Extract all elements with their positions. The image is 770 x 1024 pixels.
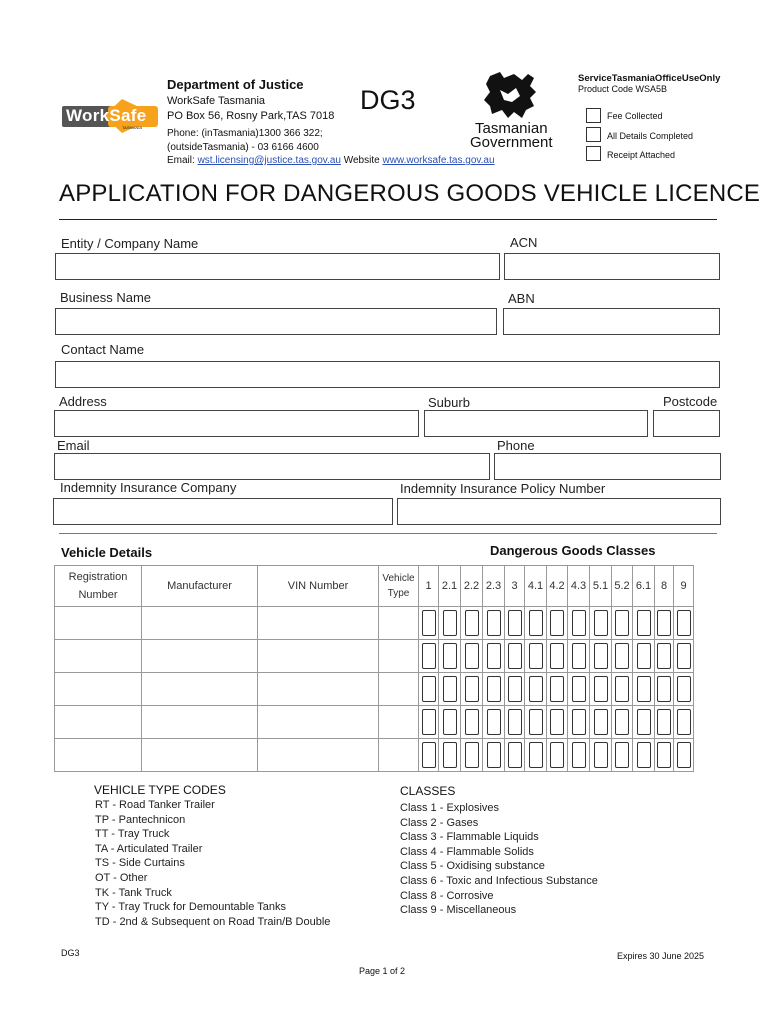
tasmanian-tiger-icon — [470, 70, 566, 120]
class-cell — [612, 640, 633, 673]
policy-label: Indemnity Insurance Policy Number — [400, 481, 606, 496]
class-checkbox[interactable] — [637, 709, 651, 735]
manufacturer-cell[interactable] — [142, 706, 258, 739]
website-link[interactable]: www.worksafe.tas.gov.au — [382, 155, 495, 166]
class-cell — [655, 607, 674, 640]
class-checkbox[interactable] — [443, 643, 457, 669]
postcode-input[interactable] — [653, 410, 720, 437]
class-checkbox[interactable] — [422, 709, 436, 735]
col-vehicle-type-line-1: Vehicle — [382, 573, 415, 584]
entity-input[interactable] — [55, 253, 500, 280]
class-checkbox[interactable] — [677, 676, 691, 702]
class-checkbox[interactable] — [615, 676, 629, 702]
worksafe-logo — [60, 97, 164, 135]
type-code-item: TS - Side Curtains — [95, 857, 185, 870]
col-vehicle-type — [379, 566, 419, 607]
class-cell — [568, 739, 590, 772]
business-input[interactable] — [55, 308, 497, 335]
worksafe-logo-subtext: TASMANIA — [122, 125, 143, 130]
class-cell — [590, 640, 612, 673]
class-checkbox[interactable] — [637, 643, 651, 669]
class-checkbox[interactable] — [594, 643, 608, 669]
vehicle-row — [55, 673, 694, 706]
class-cell — [655, 673, 674, 706]
class-checkbox[interactable] — [572, 676, 586, 702]
class-checkbox[interactable] — [465, 742, 479, 768]
class-checkbox[interactable] — [657, 709, 671, 735]
class-cell — [525, 706, 547, 739]
type-code-item: TD - 2nd & Subsequent on Road Train/B Double — [95, 915, 331, 928]
class-checkbox[interactable] — [657, 742, 671, 768]
class-checkbox[interactable] — [615, 709, 629, 735]
office-use-title: ServiceTasmaniaOfficeUseOnly — [578, 73, 721, 84]
class-checkbox[interactable] — [508, 709, 522, 735]
class-cell — [612, 607, 633, 640]
class-cell — [612, 673, 633, 706]
class-cell — [439, 673, 461, 706]
class-checkbox[interactable] — [443, 742, 457, 768]
class-cell — [633, 607, 655, 640]
col-class-4-1: 4.1 — [525, 566, 547, 607]
vehicle-row — [55, 607, 694, 640]
registration-cell[interactable] — [55, 673, 142, 706]
abn-label: ABN — [508, 291, 535, 306]
product-code: Product Code WSA5B — [578, 84, 668, 94]
type-code-item: TT - Tray Truck — [95, 828, 170, 841]
class-cell — [439, 640, 461, 673]
vehicle-table — [54, 565, 694, 772]
class-cell — [461, 607, 483, 640]
vehicle-row — [55, 640, 694, 673]
col-vin: VIN Number — [258, 566, 379, 607]
class-checkbox[interactable] — [657, 643, 671, 669]
class-checkbox[interactable] — [594, 676, 608, 702]
class-cell — [568, 640, 590, 673]
class-cell — [461, 640, 483, 673]
class-checkbox[interactable] — [487, 709, 501, 735]
col-class-4-2: 4.2 — [547, 566, 568, 607]
department-title: Department of Justice — [167, 77, 304, 92]
class-checkbox[interactable] — [487, 676, 501, 702]
email-field-label: Email — [57, 438, 90, 453]
entity-label: Entity / Company Name — [61, 236, 199, 251]
business-label: Business Name — [60, 290, 152, 305]
col-registration — [55, 566, 142, 607]
class-checkbox[interactable] — [637, 676, 651, 702]
email-link[interactable]: wst.licensing@justice.tas.gov.au — [197, 155, 341, 166]
vehicle-type-cell[interactable] — [379, 739, 419, 772]
class-checkbox[interactable] — [529, 643, 543, 669]
contact-input[interactable] — [55, 361, 720, 388]
footer-code: DG3 — [61, 948, 80, 958]
class-checkbox[interactable] — [550, 709, 564, 735]
class-cell — [590, 607, 612, 640]
col-registration-line-2: Number — [78, 589, 118, 601]
class-checkbox[interactable] — [465, 610, 479, 636]
manufacturer-cell[interactable] — [142, 673, 258, 706]
class-checkbox[interactable] — [615, 610, 629, 636]
class-cell — [439, 607, 461, 640]
class-cell — [525, 640, 547, 673]
class-checkbox[interactable] — [465, 643, 479, 669]
class-cell — [633, 739, 655, 772]
col-class-1: 1 — [419, 566, 439, 607]
phone-label: Phone — [497, 438, 535, 453]
class-checkbox[interactable] — [422, 676, 436, 702]
class-cell — [439, 706, 461, 739]
type-code-item: OT - Other — [95, 871, 148, 884]
manufacturer-cell[interactable] — [142, 607, 258, 640]
title-rule — [59, 219, 717, 220]
class-cell — [483, 607, 505, 640]
footer-expires: Expires 30 June 2025 — [617, 951, 705, 961]
insurer-input[interactable] — [53, 498, 393, 525]
col-class-2-3: 2.3 — [483, 566, 505, 607]
class-cell — [483, 739, 505, 772]
class-checkbox[interactable] — [594, 709, 608, 735]
class-cell — [505, 607, 525, 640]
class-cell — [525, 607, 547, 640]
policy-input[interactable] — [397, 498, 721, 525]
class-item: Class 2 - Gases — [400, 816, 479, 829]
class-checkbox[interactable] — [443, 676, 457, 702]
class-cell — [568, 673, 590, 706]
class-checkbox[interactable] — [508, 676, 522, 702]
vehicle-type-cell[interactable] — [379, 607, 419, 640]
col-class-6-1: 6.1 — [633, 566, 655, 607]
all-details-label: All Details Completed — [607, 131, 694, 141]
col-class-5-1: 5.1 — [590, 566, 612, 607]
class-checkbox[interactable] — [508, 742, 522, 768]
class-checkbox[interactable] — [615, 742, 629, 768]
col-vehicle-type-line-2: Type — [387, 588, 410, 599]
manufacturer-cell[interactable] — [142, 739, 258, 772]
class-cell — [547, 607, 568, 640]
type-codes-list — [95, 798, 330, 929]
class-checkbox[interactable] — [422, 742, 436, 768]
type-code-item: RT - Road Tanker Trailer — [95, 799, 215, 811]
gov-line-2: Government — [470, 134, 553, 151]
classes-heading: Dangerous Goods Classes — [490, 543, 656, 558]
address-label: Address — [59, 394, 107, 409]
col-registration-line-1: Registration — [68, 571, 128, 583]
class-cell — [612, 739, 633, 772]
class-checkbox[interactable] — [572, 709, 586, 735]
class-cell — [590, 739, 612, 772]
class-item: Class 4 - Flammable Solids — [400, 845, 534, 858]
contact-label: Contact Name — [61, 342, 145, 357]
class-checkbox[interactable] — [550, 610, 564, 636]
phone-line-2: (outsideTasmania) - 03 6166 4600 — [167, 142, 319, 153]
vin-cell[interactable] — [258, 739, 379, 772]
fee-collected-checkbox[interactable] — [586, 108, 601, 123]
class-cell — [547, 640, 568, 673]
form-code: DG3 — [360, 85, 416, 115]
phone-input[interactable] — [494, 453, 721, 480]
class-cell — [419, 739, 439, 772]
vehicle-type-cell[interactable] — [379, 640, 419, 673]
type-codes-heading: VEHICLE TYPE CODES — [94, 783, 226, 797]
insurer-label: Indemnity Insurance Company — [60, 480, 237, 495]
col-class-9: 9 — [674, 566, 694, 607]
address-line-2: PO Box 56, Rosny Park,TAS 7018 — [167, 110, 335, 122]
class-checkbox[interactable] — [550, 676, 564, 702]
class-checkbox[interactable] — [487, 742, 501, 768]
type-code-item: TP - Pantechnicon — [95, 813, 186, 826]
class-cell — [674, 673, 694, 706]
class-item: Class 3 - Flammable Liquids — [400, 831, 539, 844]
class-checkbox[interactable] — [465, 709, 479, 735]
email-label: Email: — [167, 155, 195, 166]
class-cell — [505, 739, 525, 772]
receipt-attached-checkbox[interactable] — [586, 146, 601, 161]
class-item: Class 8 - Corrosive — [400, 889, 494, 902]
col-class-2-1: 2.1 — [439, 566, 461, 607]
class-cell — [674, 706, 694, 739]
class-checkbox[interactable] — [677, 709, 691, 735]
address-line-1: WorkSafe Tasmania — [167, 95, 266, 107]
abn-input[interactable] — [503, 308, 720, 335]
class-checkbox[interactable] — [508, 643, 522, 669]
footer-page: Page 1 of 2 — [359, 966, 406, 976]
class-cell — [655, 706, 674, 739]
class-cell — [483, 673, 505, 706]
class-checkbox[interactable] — [572, 742, 586, 768]
class-checkbox[interactable] — [677, 643, 691, 669]
class-cell — [590, 706, 612, 739]
class-cell — [525, 673, 547, 706]
col-class-8: 8 — [655, 566, 674, 607]
class-checkbox[interactable] — [657, 676, 671, 702]
class-checkbox[interactable] — [572, 610, 586, 636]
form-title: APPLICATION FOR DANGEROUS GOODS VEHICLE LICENCE — [59, 180, 761, 207]
class-cell — [674, 739, 694, 772]
vin-cell[interactable] — [258, 673, 379, 706]
class-checkbox[interactable] — [637, 742, 651, 768]
class-cell — [612, 706, 633, 739]
class-checkbox[interactable] — [422, 610, 436, 636]
class-checkbox[interactable] — [487, 643, 501, 669]
class-checkbox[interactable] — [657, 610, 671, 636]
registration-cell[interactable] — [55, 607, 142, 640]
class-cell — [419, 607, 439, 640]
worksafe-logo-text: WorkSafe — [66, 106, 147, 125]
class-item: Class 6 - Toxic and Infectious Substance — [400, 874, 598, 887]
class-cell — [590, 673, 612, 706]
class-checkbox[interactable] — [443, 610, 457, 636]
class-cell — [547, 739, 568, 772]
address-input[interactable] — [54, 410, 419, 437]
class-cell — [633, 706, 655, 739]
class-checkbox[interactable] — [529, 676, 543, 702]
class-checkbox[interactable] — [529, 709, 543, 735]
contact-line — [167, 155, 495, 166]
class-cell — [547, 706, 568, 739]
website-label: Website — [343, 155, 380, 166]
type-code-item: TA - Articulated Trailer — [95, 842, 203, 855]
vehicle-type-cell[interactable] — [379, 706, 419, 739]
class-checkbox[interactable] — [508, 610, 522, 636]
class-cell — [461, 706, 483, 739]
class-cell — [505, 673, 525, 706]
class-cell — [505, 706, 525, 739]
vehicle-heading: Vehicle Details — [61, 545, 153, 560]
acn-input[interactable] — [504, 253, 720, 280]
class-cell — [483, 640, 505, 673]
tas-gov-logo — [470, 70, 566, 156]
vehicle-type-cell[interactable] — [379, 673, 419, 706]
type-code-item: TK - Tank Truck — [95, 886, 172, 899]
class-cell — [633, 673, 655, 706]
class-cell — [568, 607, 590, 640]
class-checkbox[interactable] — [677, 742, 691, 768]
class-checkbox[interactable] — [550, 742, 564, 768]
class-checkbox[interactable] — [550, 643, 564, 669]
class-checkbox[interactable] — [529, 742, 543, 768]
registration-cell[interactable] — [55, 706, 142, 739]
class-item: Class 1 - Explosives — [400, 802, 500, 814]
col-class-3: 3 — [505, 566, 525, 607]
vehicle-row — [55, 706, 694, 739]
class-item: Class 9 - Miscellaneous — [400, 904, 517, 917]
class-checkbox[interactable] — [465, 676, 479, 702]
postcode-label: Postcode — [663, 394, 718, 409]
fee-collected-label: Fee Collected — [607, 111, 663, 121]
class-cell — [674, 640, 694, 673]
type-code-item: TY - Tray Truck for Demountable Tanks — [95, 901, 286, 914]
vin-cell[interactable] — [258, 706, 379, 739]
class-cell — [439, 739, 461, 772]
class-checkbox[interactable] — [637, 610, 651, 636]
class-checkbox[interactable] — [615, 643, 629, 669]
classes-list-heading: CLASSES — [400, 784, 456, 798]
class-cell — [633, 640, 655, 673]
col-class-5-2: 5.2 — [612, 566, 633, 607]
class-cell — [655, 739, 674, 772]
vehicle-row — [55, 739, 694, 772]
class-checkbox[interactable] — [594, 610, 608, 636]
class-item: Class 5 - Oxidising substance — [400, 860, 545, 873]
class-cell — [547, 673, 568, 706]
col-class-2-2: 2.2 — [461, 566, 483, 607]
class-cell — [525, 739, 547, 772]
vin-cell[interactable] — [258, 640, 379, 673]
class-cell — [655, 640, 674, 673]
suburb-label: Suburb — [428, 395, 470, 410]
email-input[interactable] — [54, 453, 490, 480]
class-cell — [419, 640, 439, 673]
class-cell — [461, 739, 483, 772]
class-checkbox[interactable] — [572, 643, 586, 669]
registration-cell[interactable] — [55, 640, 142, 673]
vehicle-table-header — [55, 566, 694, 607]
class-checkbox[interactable] — [422, 643, 436, 669]
col-class-4-3: 4.3 — [568, 566, 590, 607]
gov-line-1: Tasmanian — [475, 120, 548, 137]
manufacturer-cell[interactable] — [142, 640, 258, 673]
class-cell — [505, 640, 525, 673]
suburb-input[interactable] — [424, 410, 648, 437]
class-checkbox[interactable] — [677, 610, 691, 636]
acn-label: ACN — [510, 235, 538, 250]
class-checkbox[interactable] — [487, 610, 501, 636]
registration-cell[interactable] — [55, 739, 142, 772]
vin-cell[interactable] — [258, 607, 379, 640]
col-manufacturer: Manufacturer — [142, 566, 258, 607]
class-cell — [674, 607, 694, 640]
class-checkbox[interactable] — [594, 742, 608, 768]
class-checkbox[interactable] — [443, 709, 457, 735]
classes-list — [400, 801, 598, 918]
phone-line-1: Phone: (inTasmania)1300 366 322; — [167, 128, 323, 139]
class-cell — [568, 706, 590, 739]
class-cell — [461, 673, 483, 706]
class-cell — [483, 706, 505, 739]
receipt-attached-label: Receipt Attached — [607, 150, 676, 160]
section-rule — [59, 533, 717, 534]
class-checkbox[interactable] — [529, 610, 543, 636]
class-cell — [419, 673, 439, 706]
class-cell — [419, 706, 439, 739]
all-details-checkbox[interactable] — [586, 127, 601, 142]
